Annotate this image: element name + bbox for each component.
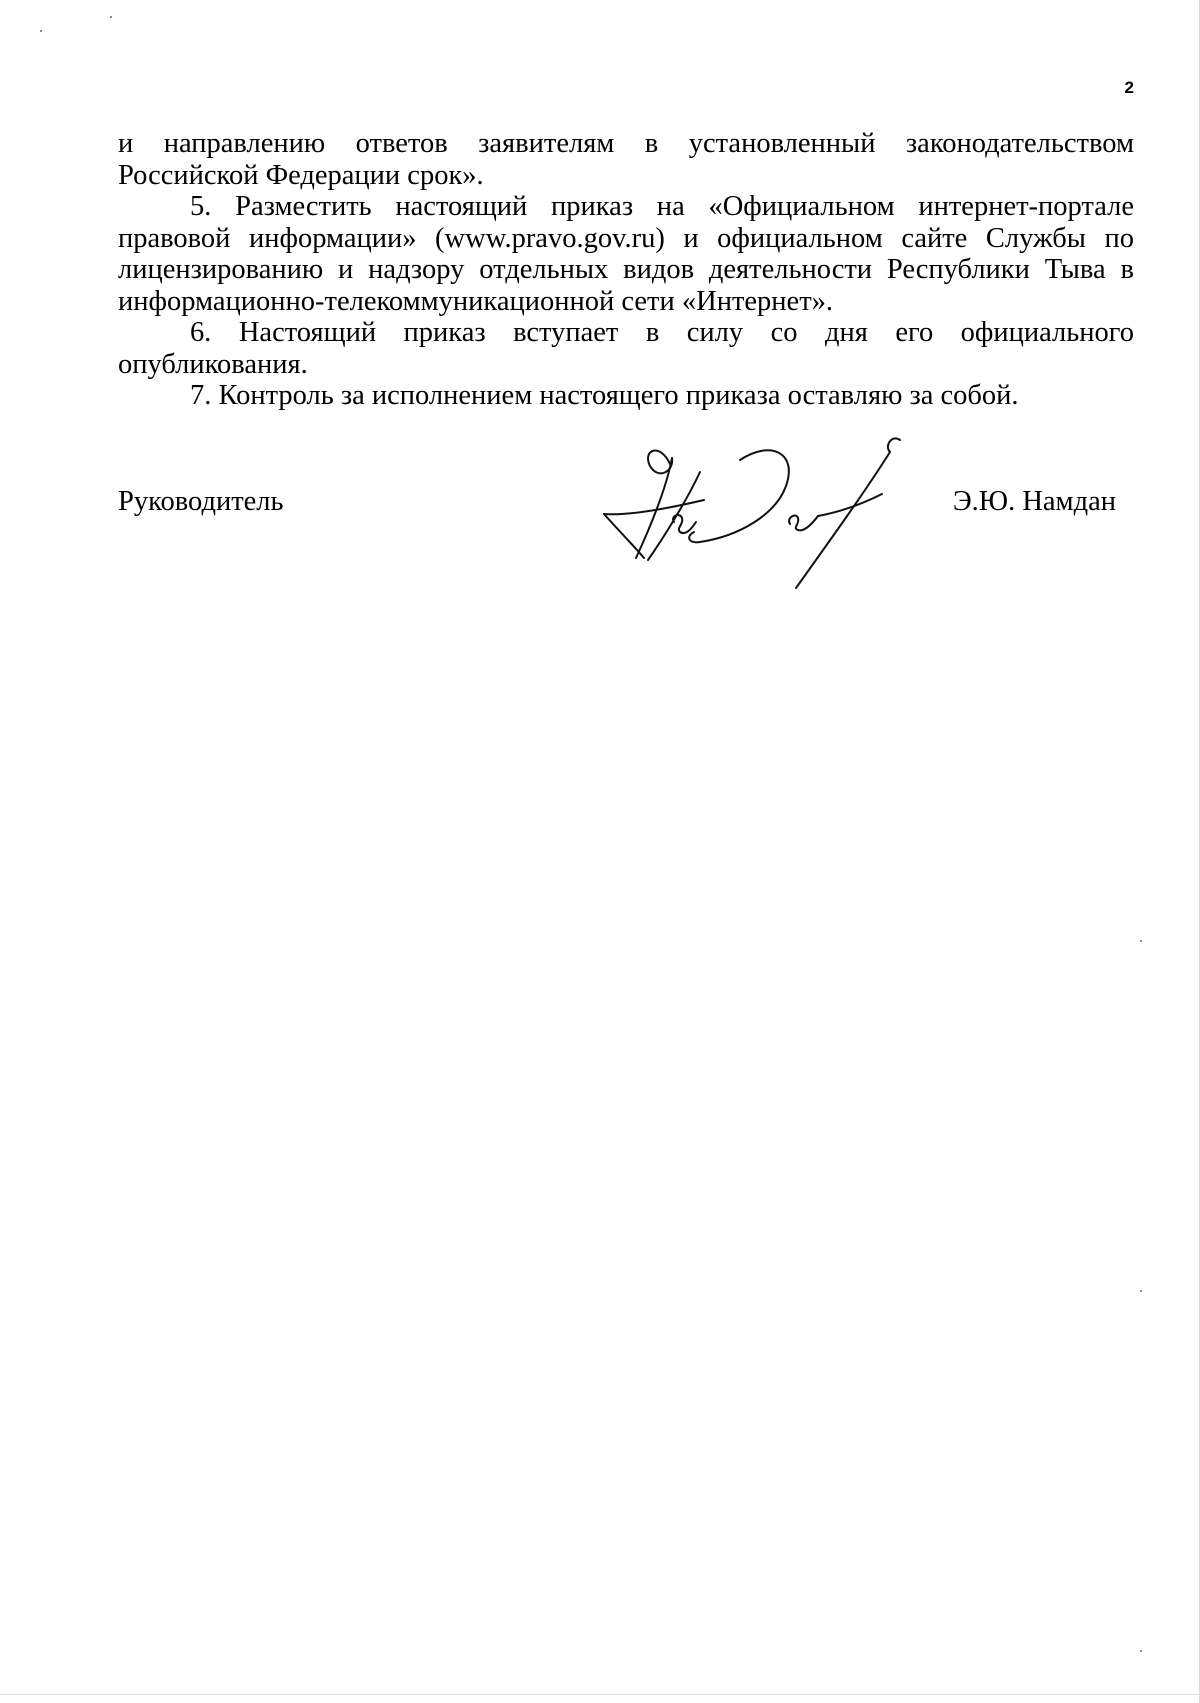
paragraph-item-7: 7. Контроль за исполнением настоящего приказа оставляю за собой. [190,380,1019,411]
scan-speck [1140,1290,1142,1292]
scan-speck [1140,1650,1142,1652]
scan-speck [1140,940,1142,942]
signatory-name: Э.Ю. Намдан [952,486,1116,517]
document-body [118,128,1134,412]
page-number: 2 [1124,78,1134,97]
scan-bottom-edge [0,1694,1200,1695]
scan-speck [110,16,112,18]
paragraph-continuation: и направлению ответов заявителям в установленный законодательством Российской Федерации срок». [118,128,1134,191]
paragraph-item-5: 5. Разместить настоящий приказ на «Официальном интернет-портале правовой информации» (www.pravo.gov.ru) и официальном сайте Службы по лицензированию и надзору отдельных видов деятельности Республики Тыва в информационно-телекоммуникационной сети «Интернет». [118,191,1134,317]
scan-speck [40,30,42,32]
handwritten-signature-image [600,432,940,592]
paragraph-item-6: 6. Настоящий приказ вступает в силу со дня его официального опубликования. [118,317,1134,380]
signatory-title: Руководитель [118,486,284,517]
